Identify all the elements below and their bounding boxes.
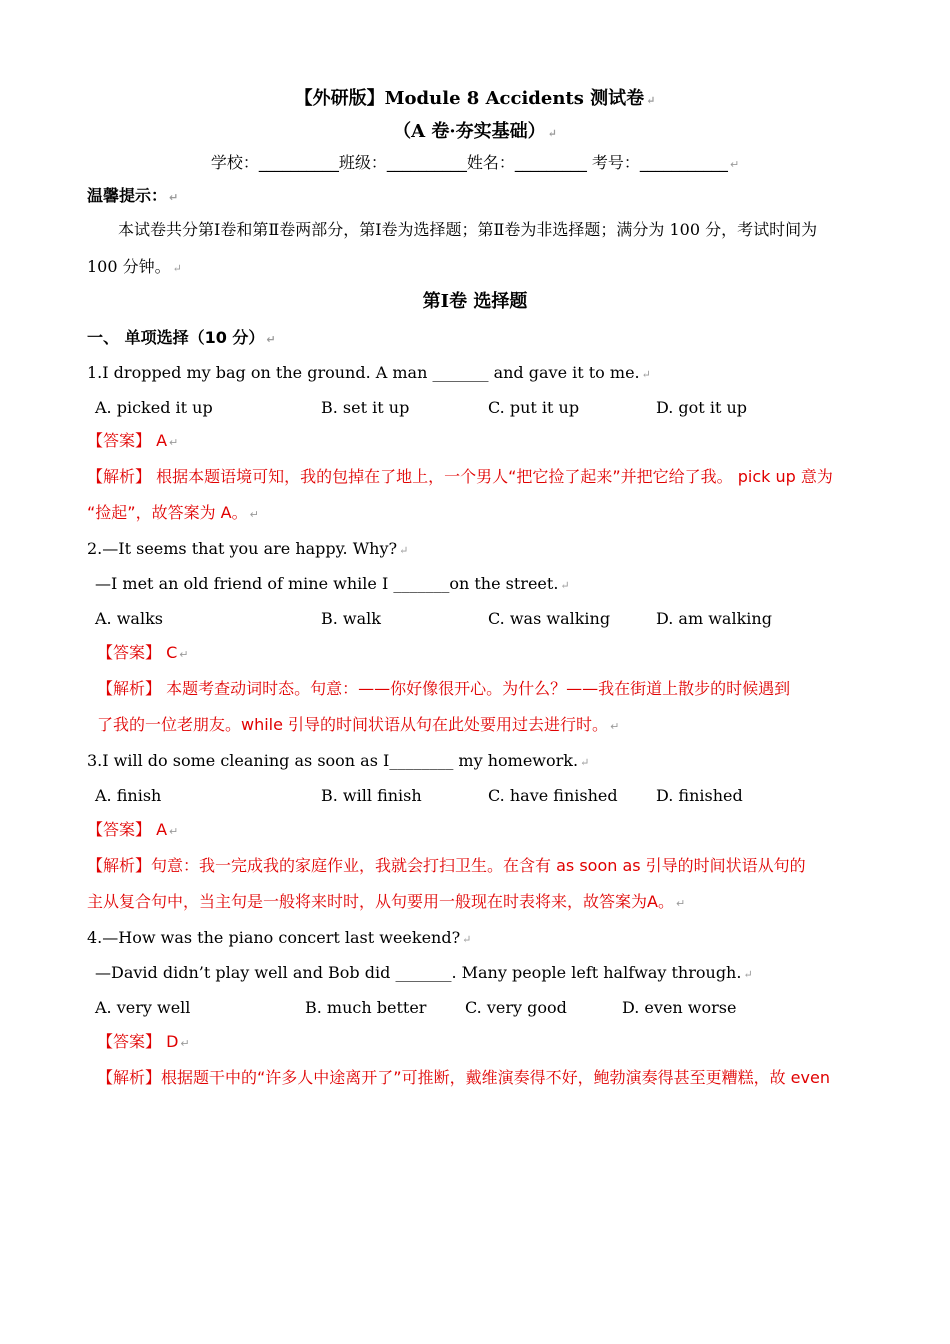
q4-option-c: C. very good xyxy=(465,998,567,1017)
q2-analysis-line-1: 【解析】 本题考查动词时态。句意：——你好像很开心。为什么？——我在街道上散步的时候遇到 xyxy=(97,679,791,698)
q1-answer: 【答案】 A ↵ xyxy=(87,431,179,450)
question-1-stem: 1.I dropped my bag on the ground. A man _______ and gave it to me. ↵ xyxy=(87,363,651,382)
notice-heading: 温馨提示： ↵ xyxy=(87,186,179,205)
notice-line-2: 100 分钟。 ↵ xyxy=(87,257,182,276)
section-title: 第Ⅰ卷 选择题 xyxy=(422,291,528,312)
document-subtitle: （A 卷·夯实基础） ↵ xyxy=(393,121,557,142)
q2-option-a: A. walks xyxy=(95,609,163,628)
q4-option-a: A. very well xyxy=(95,998,191,1017)
q2-option-c: C. was walking xyxy=(488,609,611,628)
q4-option-b: B. much better xyxy=(305,998,427,1017)
q2-answer: 【答案】 C ↵ xyxy=(97,643,189,662)
question-2-stem-line-2: —I met an old friend of mine while I _______on the street. ↵ xyxy=(95,574,570,593)
q1-option-d: D. got it up xyxy=(656,398,747,417)
q3-option-c: C. have finished xyxy=(488,786,618,805)
q1-option-a: A. picked it up xyxy=(95,398,213,417)
q3-option-a: A. finish xyxy=(95,786,162,805)
q2-option-d: D. am walking xyxy=(656,609,772,628)
question-3-stem: 3.I will do some cleaning as soon as I________ my homework. ↵ xyxy=(87,751,590,770)
q3-answer: 【答案】 A ↵ xyxy=(87,820,179,839)
q2-analysis-line-2: 了我的一位老朋友。while 引导的时间状语从句在此处要用过去进行时。 ↵ xyxy=(97,715,620,734)
q4-analysis-line-1: 【解析】根据题干中的“许多人中途离开了”可推断，戴维演奏得不好，鲍勃演奏得甚至更糟糕，故 even xyxy=(97,1068,830,1087)
part-heading: 一、 单项选择（10 分） ↵ xyxy=(87,328,276,347)
q1-analysis-line-1: 【解析】 根据本题语境可知，我的包掉在了地上，一个男人“把它捡了起来”并把它给了我。 pick up 意为 xyxy=(87,467,833,486)
q1-option-c: C. put it up xyxy=(488,398,580,417)
document-title: 【外研版】Module 8 Accidents 测试卷 ↵ xyxy=(294,88,656,109)
q3-option-d: D. finished xyxy=(656,786,743,805)
question-2-stem: 2.—It seems that you are happy. Why? ↵ xyxy=(87,539,409,558)
q4-option-d: D. even worse xyxy=(622,998,737,1017)
notice-line-1: 本试卷共分第Ⅰ卷和第Ⅱ卷两部分，第Ⅰ卷为选择题；第Ⅱ卷为非选择题；满分为 100 分，考试时间为 xyxy=(118,220,818,239)
q3-analysis-line-1: 【解析】句意：我一完成我的家庭作业，我就会打扫卫生。在含有 as soon as 引导的时间状语从句的 xyxy=(87,856,806,875)
question-4-stem-line-2: —David didn’t play well and Bob did _______. Many people left halfway through. ↵ xyxy=(95,963,753,982)
q2-option-b: B. walk xyxy=(321,609,381,628)
question-4-stem: 4.—How was the piano concert last weekend? ↵ xyxy=(87,928,472,947)
q3-option-b: B. will finish xyxy=(321,786,422,805)
q1-analysis-line-2: “捡起”，故答案为 A。 ↵ xyxy=(87,503,259,522)
q1-option-b: B. set it up xyxy=(321,398,410,417)
student-info-line: 学校：__________班级：__________姓名：_________ 考号：___________ ↵ xyxy=(210,153,740,172)
q3-analysis-line-2: 主从复合句中，当主句是一般将来时时，从句要用一般现在时表将来，故答案为A。 ↵ xyxy=(87,892,686,911)
q4-answer: 【答案】 D ↵ xyxy=(97,1032,190,1051)
